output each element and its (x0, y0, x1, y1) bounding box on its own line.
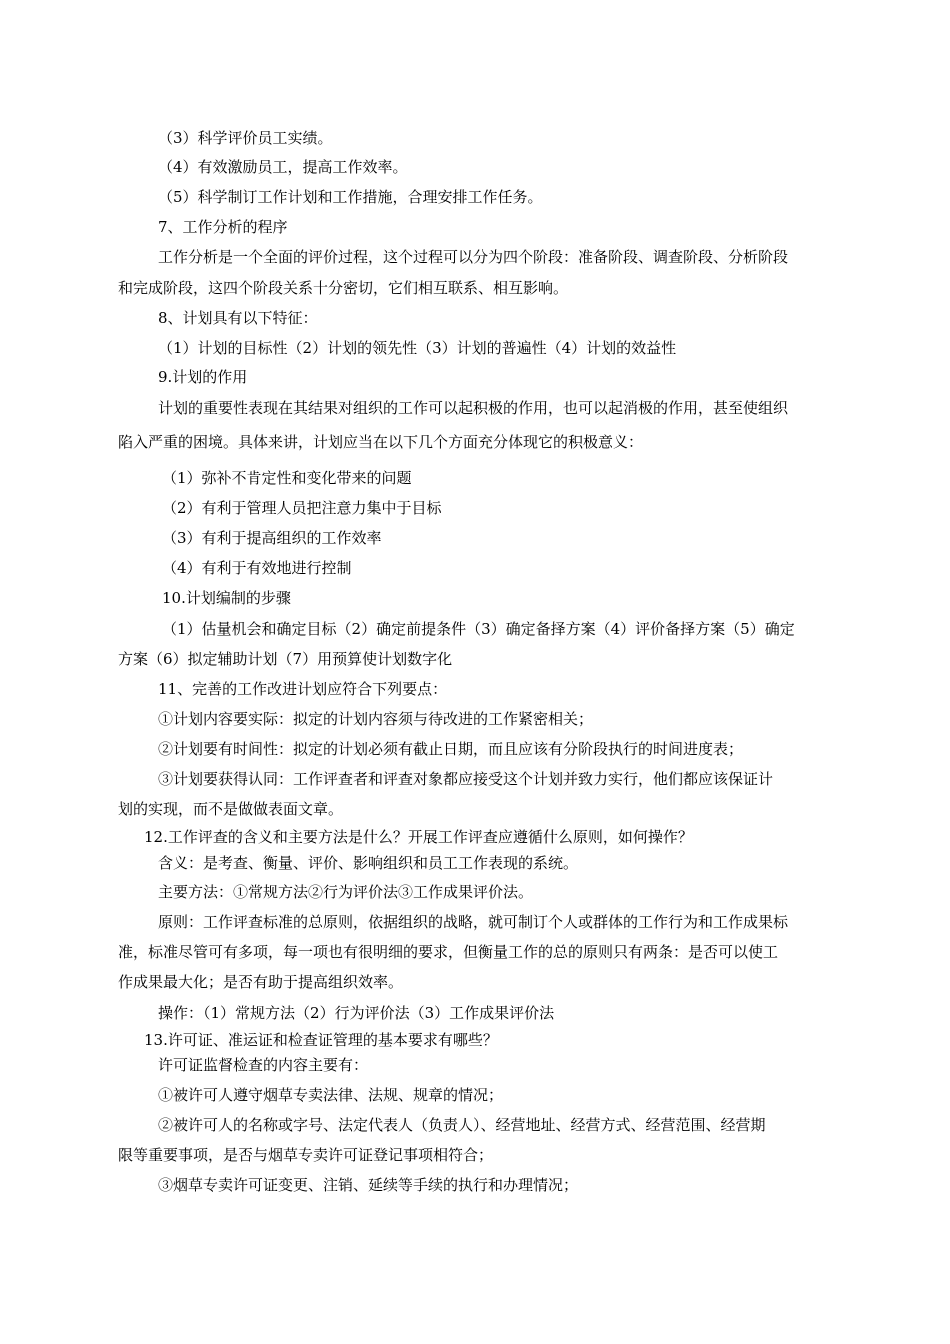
text-line: 许可证监督检查的内容主要有： (158, 1056, 369, 1074)
list-item: （4）有利于有效地进行控制 (162, 559, 352, 577)
text-line: （4）有效激励员工，提高工作效率。 (158, 158, 408, 176)
list-item: （3）有利于提高组织的工作效率 (162, 529, 382, 547)
text-line: （1）计划的目标性（2）计划的领先性（3）计划的普遍性（4）计划的效益性 (158, 339, 677, 357)
list-item: （2）有利于管理人员把注意力集中于目标 (162, 499, 442, 517)
text-line: （3）科学评价员工实绩。 (158, 129, 333, 147)
text-line: 划的实现，而不是做做表面文章。 (118, 800, 344, 818)
list-item: ①被许可人遵守烟草专卖法律、法规、规章的情况； (158, 1086, 504, 1104)
text-line: 计划的重要性表现在其结果对组织的工作可以起积极的作用，也可以起消极的作用，甚至使组织 (158, 399, 789, 417)
text-line: 和完成阶段，这四个阶段关系十分密切，它们相互联系、相互影响。 (118, 279, 569, 297)
section-heading: 11、完善的工作改进计划应符合下列要点： (158, 680, 448, 698)
text-line: 限等重要事项，是否与烟草专卖许可证登记事项相符合； (118, 1146, 494, 1164)
list-item: （1）弥补不肯定性和变化带来的问题 (162, 469, 412, 487)
text-line: 工作分析是一个全面的评价过程，这个过程可以分为四个阶段：准备阶段、调查阶段、分析阶段 (158, 248, 789, 266)
text-line: （5）科学制订工作计划和工作措施，合理安排工作任务。 (158, 188, 543, 206)
list-item: ①计划内容要实际：拟定的计划内容须与待改进的工作紧密相关； (158, 710, 594, 728)
section-heading: 8、计划具有以下特征： (158, 309, 318, 327)
text-line: 方案（6）拟定辅助计划（7）用预算使计划数字化 (118, 650, 453, 668)
section-heading: 12.工作评查的含义和主要方法是什么？开展工作评查应遵循什么原则，如何操作？ (144, 828, 693, 846)
text-line: 陷入严重的困境。具体来讲，计划应当在以下几个方面充分体现它的积极意义： (118, 433, 644, 451)
text-line: 操作：（1）常规方法（2）行为评价法（3）工作成果评价法 (158, 1004, 555, 1022)
list-item: ②被许可人的名称或字号、法定代表人（负责人）、经营地址、经营方式、经营范围、经营期 (158, 1116, 766, 1134)
text-line: 含义：是考查、衡量、评价、影响组织和员工工作表现的系统。 (158, 854, 579, 872)
text-line: 作成果最大化；是否有助于提高组织效率。 (118, 973, 404, 991)
list-item: ③计划要获得认同：工作评查者和评查对象都应接受这个计划并致力实行，他们都应该保证计 (158, 770, 774, 788)
section-heading: 9.计划的作用 (158, 368, 248, 386)
section-heading: 10.计划编制的步骤 (162, 589, 291, 607)
text-line: 准，标准尽管可有多项，每一项也有很明细的要求，但衡量工作的总的原则只有两条：是否可以使工 (118, 943, 779, 961)
list-item: ②计划要有时间性：拟定的计划必须有截止日期，而且应该有分阶段执行的时间进度表； (158, 740, 744, 758)
text-line: 主要方法：①常规方法②行为评价法③工作成果评价法。 (158, 883, 534, 901)
text-line: （1）估量机会和确定目标（2）确定前提条件（3）确定备择方案（4）评价备择方案（5）确定 (162, 620, 795, 638)
section-heading: 13.许可证、准运证和检查证管理的基本要求有哪些？ (144, 1031, 498, 1049)
list-item: ③烟草专卖许可证变更、注销、延续等手续的执行和办理情况； (158, 1176, 579, 1194)
section-heading: 7、工作分析的程序 (158, 218, 288, 236)
text-line: 原则：工作评查标准的总原则，依据组织的战略，就可制订个人或群体的工作行为和工作成果标 (158, 913, 789, 931)
